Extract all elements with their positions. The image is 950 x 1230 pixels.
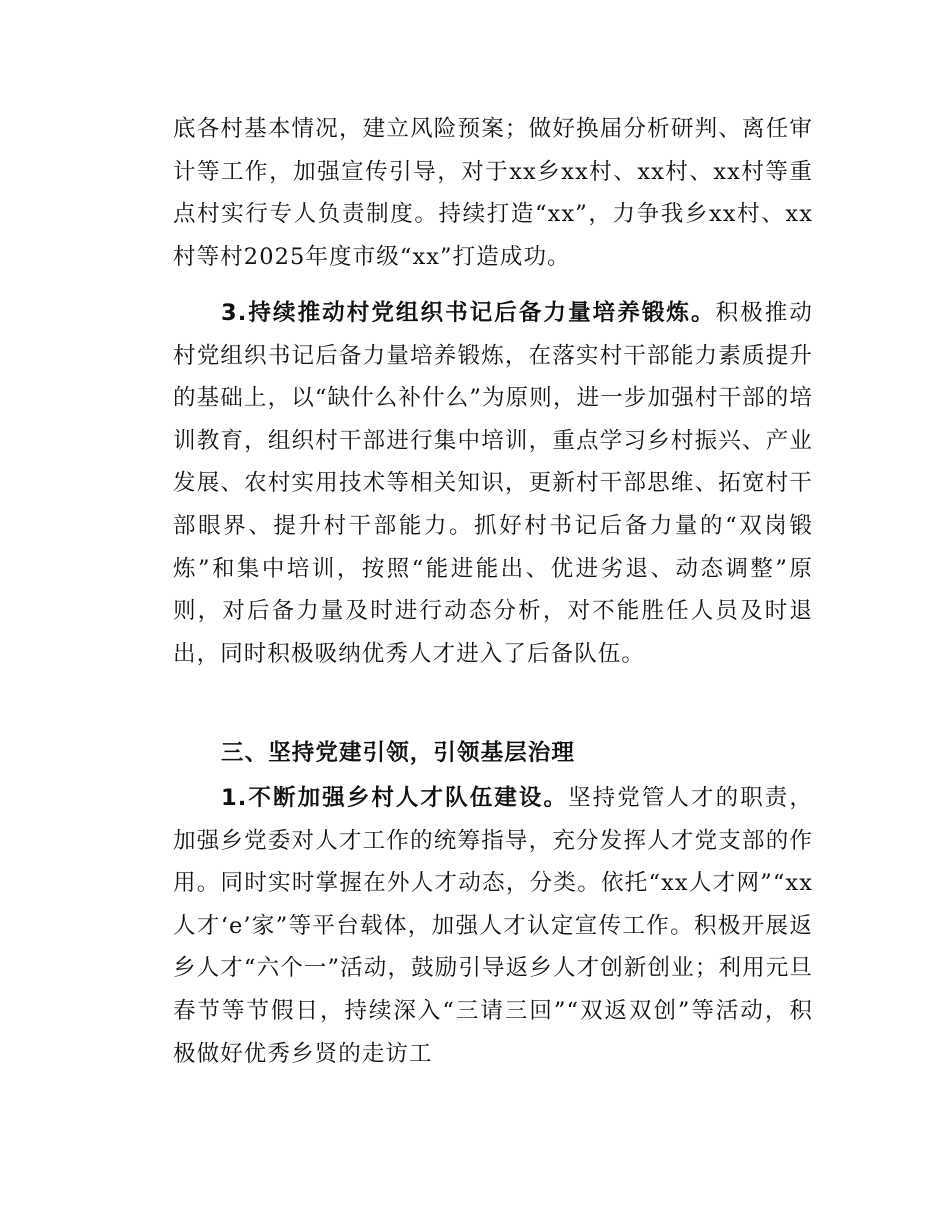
- section-three-heading: 三、坚持党建引领，引领基层治理: [221, 740, 576, 766]
- paragraph-item-3: [173, 292, 813, 675]
- item-3-lead-heading: 3.持续推动村党组织书记后备力量培养锻炼。: [221, 300, 716, 326]
- paragraph-section-3-item-1: [173, 777, 813, 1075]
- paragraph-continuation: 底各村基本情况，建立风险预案；做好换届分析研判、离任审计等工作，加强宣传引导，对于xx乡xx村、xx村、xx村等重点村实行专人负责制度。持续打造“xx”，力争我乡xx村、xx村等村2025年度市级“xx”打造成功。: [173, 116, 813, 270]
- section-3-item-1-body: 坚持党管人才的职责，加强乡党委对人才工作的统筹指导，充分发挥人才党支部的作用。同时实时掌握在外人才动态，分类。依托“xx人才网”“xx人才‘e’家”等平台载体，加强人才认定宣传工作。积极开展返乡人才“六个一”活动，鼓励引导返乡人才创新创业；利用元旦春节等节假日，持续深入“三请三回”“双返双创”等活动，积极做好优秀乡贤的走访工: [173, 785, 813, 1067]
- item-3-body: 积极推动村党组织书记后备力量培养锻炼，在落实村干部能力素质提升的基础上，以“缺什么补什么”为原则，进一步加强村干部的培训教育，组织村干部进行集中培训，重点学习乡村振兴、产业发展、农村实用技术等相关知识，更新村干部思维、拓宽村干部眼界、提升村干部能力。抓好村书记后备力量的“双岗锻炼”和集中培训，按照“能进能出、优进劣退、动态调整”原则，对后备力量及时进行动态分析，对不能胜任人员及时退出，同时积极吸纳优秀人才进入了后备队伍。: [173, 300, 813, 667]
- section-3-item-1-lead-heading: 1.不断加强乡村人才队伍建设。: [221, 785, 569, 811]
